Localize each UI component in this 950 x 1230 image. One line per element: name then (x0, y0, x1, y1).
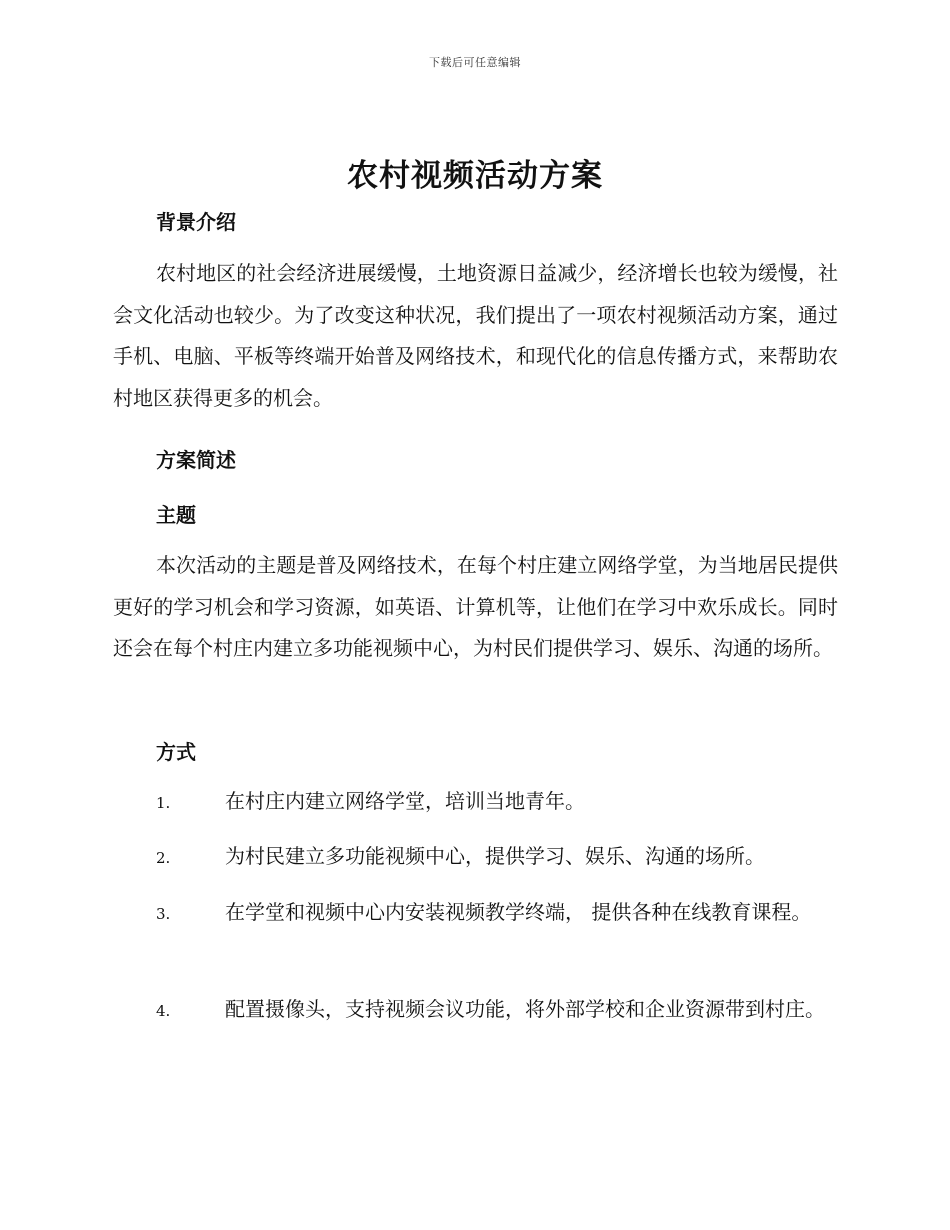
list-text: 配置摄像头，支持视频会议功能，将外部学校和企业资源带到村庄。 (225, 997, 825, 1021)
document-title: 农村视频活动方案 (347, 158, 603, 194)
heading-method: 方式 (156, 740, 196, 764)
heading-background: 背景介绍 (156, 210, 236, 234)
list-number: 3. (156, 905, 171, 923)
header-note: 下载后可任意编辑 (429, 56, 521, 69)
list-text: 在学堂和视频中心内安装视频教学终端， 提供各种在线教育课程。 (225, 900, 812, 924)
list-number: 4. (156, 1002, 171, 1020)
heading-theme: 主题 (156, 503, 196, 527)
list-item (113, 892, 838, 936)
heading-overview: 方案简述 (156, 448, 236, 472)
list-item (113, 989, 838, 1033)
paragraph-theme: 本次活动的主题是普及网络技术，在每个村庄建立网络学堂，为当地居民提供更好的学习机会和学习资源，如英语、计算机等，让他们在学习中欢乐成长。同时还会在每个村庄内建立多功能视频中心，为村民们提供学习、娱乐、沟通的场所。 (113, 553, 838, 660)
list-text: 为村民建立多功能视频中心，提供学习、娱乐、沟通的场所。 (225, 844, 765, 868)
list-item (113, 781, 838, 825)
list-number: 2. (156, 849, 171, 867)
list-item (113, 836, 838, 880)
list-text: 在村庄内建立网络学堂，培训当地青年。 (225, 789, 585, 813)
list-number: 1. (156, 794, 171, 812)
paragraph-background: 农村地区的社会经济进展缓慢，土地资源日益减少，经济增长也较为缓慢，社会文化活动也较少。为了改变这种状况，我们提出了一项农村视频活动方案，通过手机、电脑、平板等终端开始普及网络技术，和现代化的信息传播方式，来帮助农村地区获得更多的机会。 (113, 261, 838, 410)
